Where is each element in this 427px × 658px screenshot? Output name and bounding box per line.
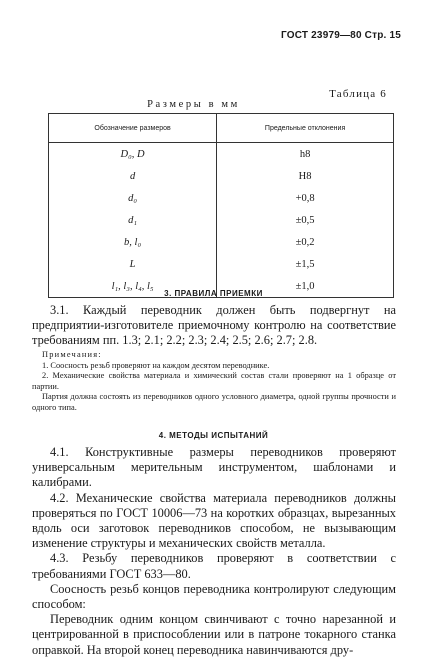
param-cell: d (49, 165, 217, 187)
table-row (49, 253, 394, 275)
tolerance-cell: h8 (217, 143, 394, 166)
tolerance-cell: H8 (217, 165, 394, 187)
tolerance-cell: +0,8 (217, 187, 394, 209)
param-cell: d₁ (49, 209, 217, 231)
note-3: Партия должна состоять из переводников одного условного диаметра, одной группы прочности и одного типа. (32, 392, 396, 412)
paragraph-4-3: 4.3. Резьбу переводников проверяют в соответствии с требованиями ГОСТ 633—80. (32, 551, 396, 581)
paragraph-4-2: 4.2. Механические свойства материала переводников должны проверяться по ГОСТ 10006—73 на коротких образцах, вырезанных вдоль оси заготовок переводников способом, не вызывающим изменение структуры и механических свойств металла. (32, 490, 396, 551)
notes-title: Примечания: (42, 350, 102, 359)
paragraph-4-1: 4.1. Конструктивные размеры переводников проверяют универсальным мерительным инструментом, шаблонами и калибрами. (32, 445, 396, 490)
tolerance-cell: ±1,0 (217, 275, 394, 298)
col-header-parameter: Обозначение размеров (49, 114, 217, 143)
paragraph-3-1: 3.1. Каждый переводник должен быть подвергнут на предприятии-изготовителе приемочному контролю на соответствие требованиям пп. 1.3; 2.1; 2.2; 2.3; 2.4; 2.5; 2.6; 2.7; 2.8. (32, 303, 396, 348)
param-cell: L (49, 253, 217, 275)
note-1: 1. Соосность резьб проверяют на каждом десятом переводнике. (42, 360, 270, 370)
note-2: 2. Механические свойства материала и химический состав стали проверяют на 1 образце от партии. (32, 371, 396, 391)
table-row (49, 231, 394, 253)
table-units: Размеры в мм (147, 99, 240, 110)
param-cell: l₁, l₃, l₄, l₅ (49, 275, 217, 298)
tolerance-cell: ±1,5 (217, 253, 394, 275)
tolerance-table (48, 113, 394, 298)
table-row (49, 143, 394, 166)
table-row (49, 209, 394, 231)
page-header: ГОСТ 23979—80 Стр. 15 (281, 30, 401, 41)
param-cell: d₀ (49, 187, 217, 209)
notes-block (32, 350, 396, 414)
table-row (49, 165, 394, 187)
col-header-tolerance: Предельные отклонения (217, 114, 394, 143)
param-cell: D₀, D (49, 143, 217, 166)
paragraph-4-5: Переводник одним концом свинчивают с точно нарезанной и центрированной в приспособлении или в патроне токарного станка оправкой. На второй конец переводника навинчиваются дру- (32, 612, 396, 657)
param-cell: b, l₀ (49, 231, 217, 253)
table-row (49, 187, 394, 209)
section-3-body (32, 303, 396, 349)
section-4-title: 4. МЕТОДЫ ИСПЫТАНИЙ (158, 431, 269, 440)
table-number: Таблица 6 (329, 88, 387, 100)
section-3-title: 3. ПРАВИЛА ПРИЕМКИ (164, 289, 263, 298)
tolerance-cell: ±0,5 (217, 209, 394, 231)
section-4-body (32, 445, 396, 658)
paragraph-4-4: Соосность резьб концов переводника контролируют следующим способом: (32, 581, 396, 612)
tolerance-cell: ±0,2 (217, 231, 394, 253)
